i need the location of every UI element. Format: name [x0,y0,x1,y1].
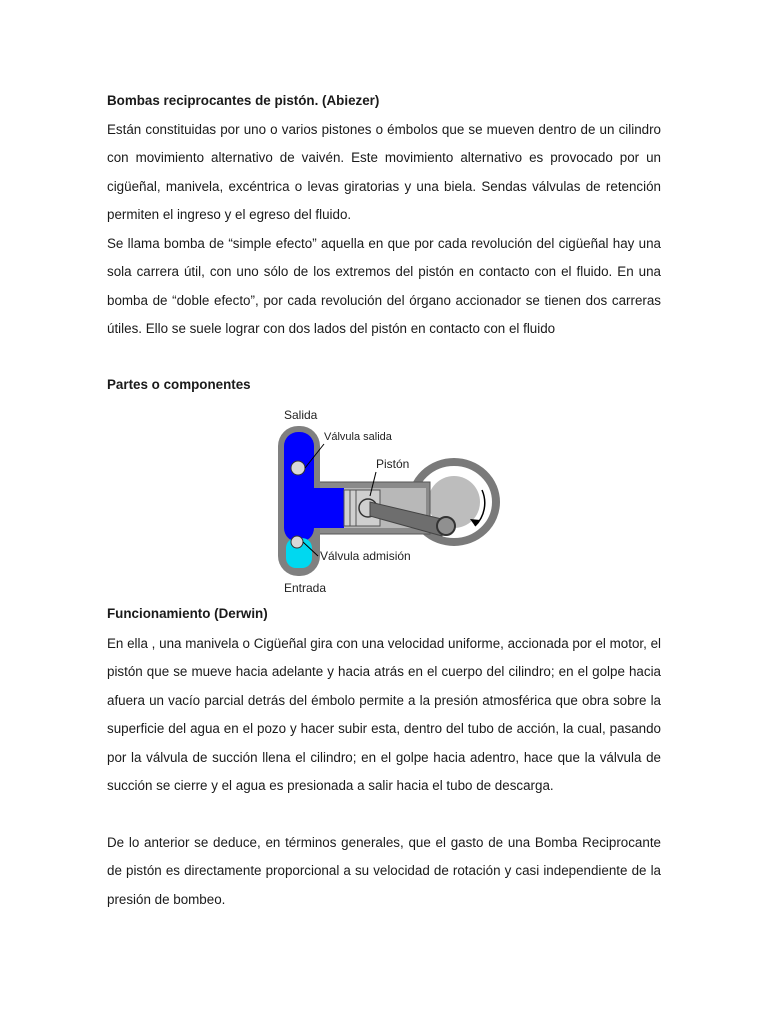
paragraph-funcionamiento: En ella , una manivela o Cigüeñal gira con una velocidad uniforme, accionada por el motor, el pistón que se mueve hacia adelante y hacia atrás en el cuerpo del cilindro; en el golpe hacia afuera un vacío parcial detrás del émbolo permite a la presión atmosférica que obra sobre la superficie del agua en el pozo y hacer subir esta, dentro del tubo de acción, la cual, pasando por la válvula de succión llena el cilindro; en el golpe hacia adentro, hace que la válvula de succión se cierre y el agua es presionada a salir hacia el tubo de descarga. [107,636,661,794]
section-title-partes: Partes o componentes [107,377,251,392]
label-entrada: Entrada [284,581,327,595]
crank-pin [437,517,455,535]
outlet-valve [291,461,305,475]
paragraph-efecto: Se llama bomba de “simple efecto” aquella en que por cada revolución del cigüeñal hay una sola carrera útil, con uno sólo de los extremos del pistón en contacto con el fluido. En una bomba de “doble efecto”, por cada revolución del órgano accionador se tienen dos carreras útiles. Ello se suele lograr con dos lados del pistón en contacto con el fluido [107,236,661,337]
paragraph-definition: Están constituidas por uno o varios pistones o émbolos que se mueven dentro de un cilindro con movimiento alternativo de vaivén. Este movimiento alternativo es provocado por un cigüeñal, manivela, excéntrica o levas giratorias y una biela. Sendas válvulas de retención permiten el ingreso y el egreso del fluido. [107,122,661,223]
section-title-bombas: Bombas reciprocantes de pistón. (Abiezer) [107,93,380,108]
section-title-funcionamiento: Funcionamiento (Derwin) [107,606,268,621]
label-valvula-salida: Válvula salida [324,431,392,443]
inlet-valve [291,536,303,548]
label-salida: Salida [284,408,318,422]
label-valvula-admision: Válvula admisión [320,549,411,563]
fluid-chamber-to-cylinder [300,488,344,528]
label-piston: Pistón [376,457,410,471]
pump-diagram [270,398,502,598]
paragraph-conclusion: De lo anterior se deduce, en términos generales, que el gasto de una Bomba Reciprocante de pistón es directamente proporcional a su velocidad de rotación y casi independiente de la presión de bombeo. [107,835,661,907]
